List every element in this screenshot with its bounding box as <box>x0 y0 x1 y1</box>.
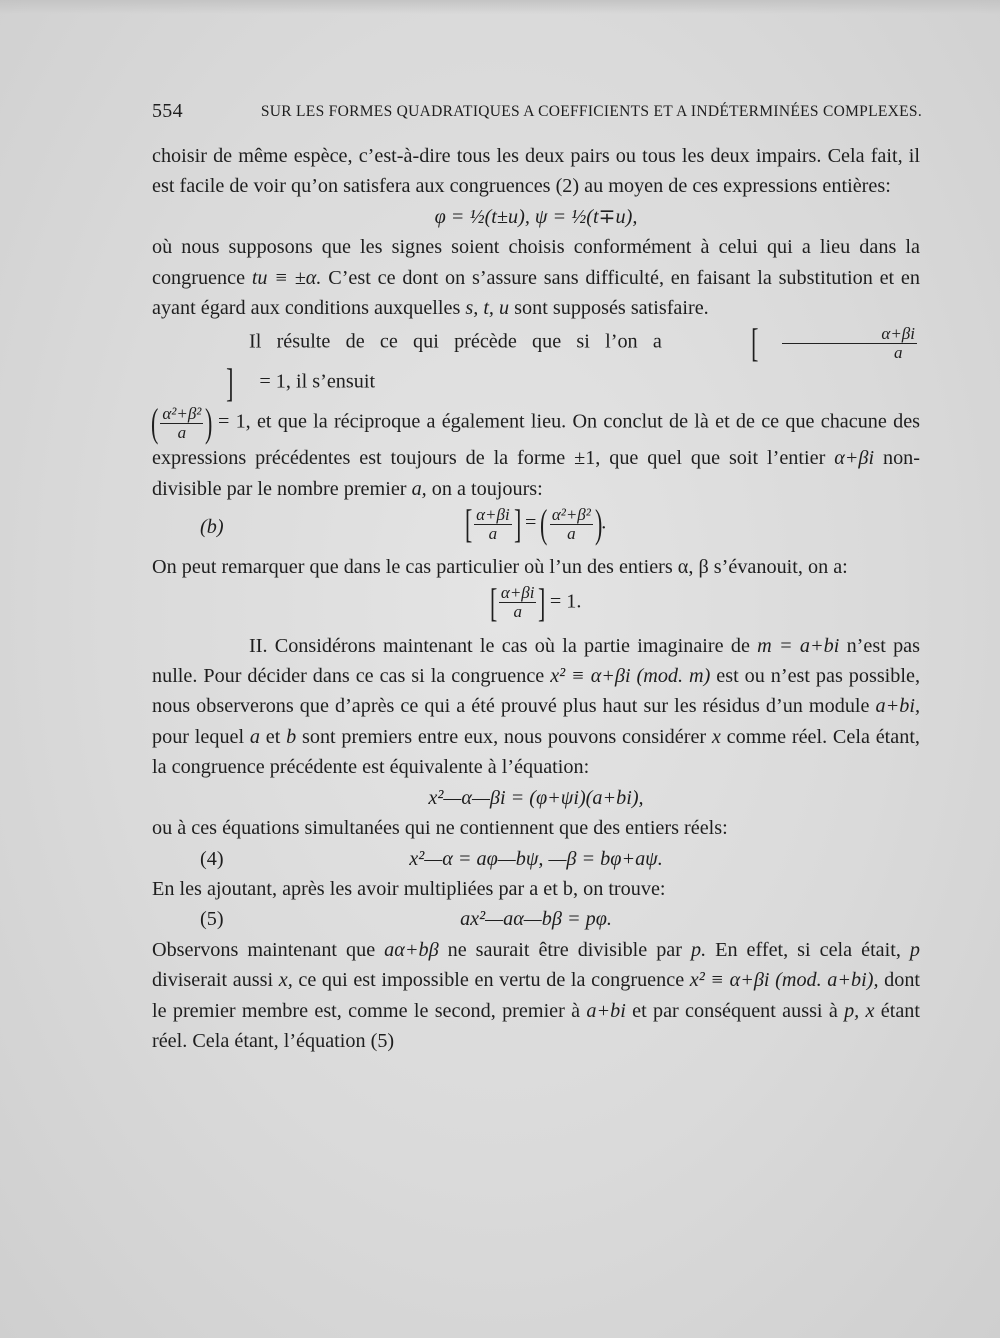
paragraph-5: On peut remarquer que dans le cas particulier où l’un des entiers α, β s’évanouit, on a: <box>152 556 848 579</box>
paragraph-7: ou à ces équations simultanées qui ne contiennent que des entiers réels: <box>152 817 728 840</box>
fraction-legendre-2: $\frac{\text{α²+β²}}{a}$ <box>162 403 202 442</box>
body-text <box>152 141 920 1056</box>
paragraph-8: En les ajoutant, après les avoir multipliées par a et b, on trouve: <box>152 877 666 900</box>
paragraph-6: II. Considérons maintenant le cas où la partie imaginaire de m = a+bi n’est pas nulle. Pour décider dans ce cas si la congruence x² ≡ α+βi (mod. m) est ou n’est pas possible, nous observerons que d’après ce qui a été prouvé plus haut sur les résidus d’un module a+bi, pour lequel a et b sont premiers entre eux, nous pouvons considérer x comme réel. Cela étant, la congruence précédente est équivalente à l’équation: <box>152 634 921 779</box>
equation-label-b: (b) <box>200 516 224 539</box>
equation-phi-psi: φ = ½(t±u), ψ = ½(t∓u), <box>434 205 638 228</box>
page-top-shadow <box>0 0 1000 14</box>
page-number: 554 <box>152 100 183 122</box>
paragraph-4: ( $\frac{\text{α²+β²}}{a}$ ) = 1, et que la réciproque a également lieu. On conclut de là et de ce que chacune des expressions précédentes est toujours de la forme ±1, que quel que soit l’entier α+βi non-divisible par le nombre premier a, on a toujours: <box>150 400 921 500</box>
equation-label-4: (4) <box>200 847 224 870</box>
equation-b: (b) [ $\frac{\alpha+\beta i}{a}$ ] = ( $\frac{\text{α²+β²}}{a}$ ). <box>200 501 607 547</box>
running-header <box>152 101 922 127</box>
paragraph-2: où nous supposons que les signes soient choisis conformément à celui qui a lieu dans la congruence tu ≡ ±α. C’est ce dont on s’assure sans difficulté, en faisant la substitution et en ayant égard aux conditions auxquelles s, t, u sont supposés satisfaire. <box>152 236 920 320</box>
fraction-legendre-1: $\frac{\alpha+\beta i}{a}$ <box>779 325 920 362</box>
paragraph-9: Observons maintenant que aα+bβ ne saurait être divisible par p. En effet, si cela était, p diviserait aussi x, ce qui est impossible en vertu de la congruence x² ≡ α+βi (mod. a+bi), dont le premier membre est, comme le second, premier à a+bi et par conséquent aussi à p, x étant réel. Cela étant, l’équation (5) <box>152 938 921 1052</box>
equation-5: (5) ax²—aα—bβ = pφ. <box>152 904 920 934</box>
paragraph-1: choisir de même espèce, c’est-à-dire tous les deux pairs ou tous les deux impairs. Cela fait, il est facile de voir qu’on satisfera aux congruences (2) au moyen de ces expressions entières: <box>152 145 920 198</box>
equation-x-squared: x²—α—βi = (φ+ψi)(a+bi), <box>428 786 644 809</box>
equation-c: [ $\frac{\alpha+\beta i}{a}$ ] = 1. <box>489 579 582 625</box>
equation-label-5: (5) <box>200 908 224 931</box>
equation-4: (4) x²—α = aφ—bψ, —β = bφ+aψ. <box>152 844 920 874</box>
paragraph-3: Il résulte de ce qui précède que si l’on a [ $\frac{\alpha+\beta i}{a}$ ] = 1, il s’ensuit <box>152 323 920 403</box>
running-title: SUR LES FORMES QUADRATIQUES A COEFFICIENTS ET A INDÉTERMINÉES COMPLEXES. <box>260 103 922 120</box>
